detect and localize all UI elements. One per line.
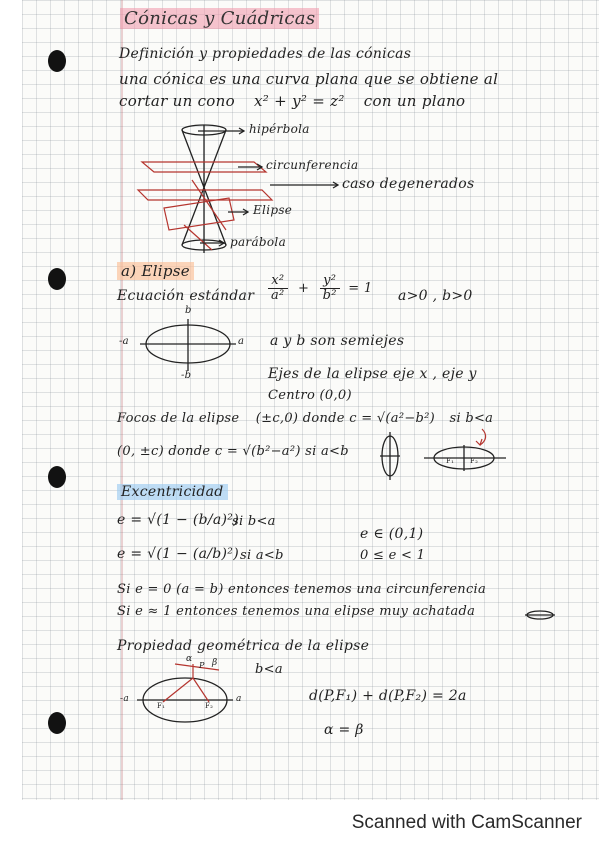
label-alpha: α <box>186 654 193 664</box>
label-neg-a: -a <box>120 694 130 704</box>
focus-label-f2: F₂ <box>470 457 479 465</box>
ejes-note: Ejes de la elipse eje x , eje y <box>268 366 477 382</box>
label-a: a <box>236 694 242 704</box>
conditions: a>0 , b>0 <box>398 288 473 304</box>
fraction-y: $\frac{\text{y²}}{\text{b²}}$ <box>320 274 340 302</box>
focal-sum-equation: d(P,F₁) + d(P,F₂) = 2a <box>309 688 467 704</box>
case-flat-ellipse: Si e ≈ 1 entonces tenemos una elipse muy achatada <box>117 604 476 619</box>
focos-x-formula: (±c,0) donde c = √(a²−b²) <box>255 411 436 426</box>
punch-hole <box>48 50 66 72</box>
angle-equality: α = β <box>324 722 364 738</box>
scanner-watermark: Scanned with CamScanner <box>351 812 582 833</box>
intro-heading: Definición y propiedades de las cónicas <box>119 46 412 62</box>
equals-one: = 1 <box>348 280 373 296</box>
intro-line-2-end: con un plano <box>363 92 466 110</box>
cone-equation: x² + y² = z² <box>254 92 345 110</box>
intro-line-2-text: cortar un cono <box>119 92 235 110</box>
standard-equation <box>268 274 372 302</box>
axis-a: a <box>238 336 245 347</box>
centro-note: Centro (0,0) <box>268 388 352 403</box>
eccentricity-range-1: e ∈ (0,1) <box>360 526 424 542</box>
eccentricity-condition-2: si a<b <box>240 548 284 563</box>
label-beta: β <box>212 658 218 668</box>
label-circunferencia: circunferencia <box>266 158 359 172</box>
label-hiperbola: hipérbola <box>249 122 310 136</box>
intro-line-1: una cónica es una curva plana que se obtiene al <box>119 70 499 88</box>
fraction-x: $\frac{\text{x²}}{\text{a²}}$ <box>268 274 288 302</box>
label-point-p: P <box>199 661 205 670</box>
axis-b: b <box>185 305 192 316</box>
section-elipse-heading: a) Elipse <box>117 262 194 280</box>
focos-y-formula: (0, ±c) donde c = √(b²−a²) si a<b <box>117 444 349 459</box>
label-f1: F₁ <box>157 702 166 710</box>
propiedad-condition: b<a <box>255 662 283 677</box>
propiedad-heading: Propiedad geométrica de la elipse <box>117 638 370 654</box>
excentricidad-heading: Excentricidad <box>117 484 228 500</box>
eccentricity-formula-2: e = √(1 − (a/b)²) <box>117 546 239 562</box>
focal-property-sketch <box>135 660 235 730</box>
intro-line-2 <box>119 92 465 110</box>
margin-line <box>121 0 123 800</box>
plus-sign: + <box>298 280 310 296</box>
vertical-ellipse-sketch <box>378 432 402 482</box>
eccentricity-condition-1: si b<a <box>232 514 276 529</box>
case-circle: Si e = 0 (a = b) entonces tenemos una circunferencia <box>117 582 487 597</box>
punch-hole <box>48 268 66 290</box>
ellipse-axes-sketch <box>138 316 238 376</box>
axis-neg-a: -a <box>119 336 129 347</box>
focos-x-condition: si b<a <box>449 411 494 426</box>
page-title: Cónicas y Cuádricas <box>120 8 319 29</box>
focos-line <box>117 411 493 426</box>
focus-label-f1: F₁ <box>446 457 455 465</box>
eccentricity-range-2: 0 ≤ e < 1 <box>360 548 426 563</box>
flat-ellipse-icon <box>525 608 555 622</box>
axis-neg-b: -b <box>181 370 192 381</box>
label-f2: F₂ <box>205 702 214 710</box>
label-degenerados: caso degenerados <box>342 176 475 192</box>
label-elipse: Elipse <box>253 203 293 217</box>
standard-equation-label: Ecuación estándar <box>117 288 255 304</box>
label-parabola: parábola <box>230 235 287 249</box>
semiejes-note: a y b son semiejes <box>270 333 405 349</box>
focos-label: Focos de la elipse <box>117 411 240 426</box>
eccentricity-formula-1: e = √(1 − (b/a)²) <box>117 512 239 528</box>
horizontal-ellipse-sketch <box>420 425 520 475</box>
punch-hole <box>48 712 66 734</box>
scanner-footer <box>0 800 599 848</box>
punch-hole <box>48 466 66 488</box>
